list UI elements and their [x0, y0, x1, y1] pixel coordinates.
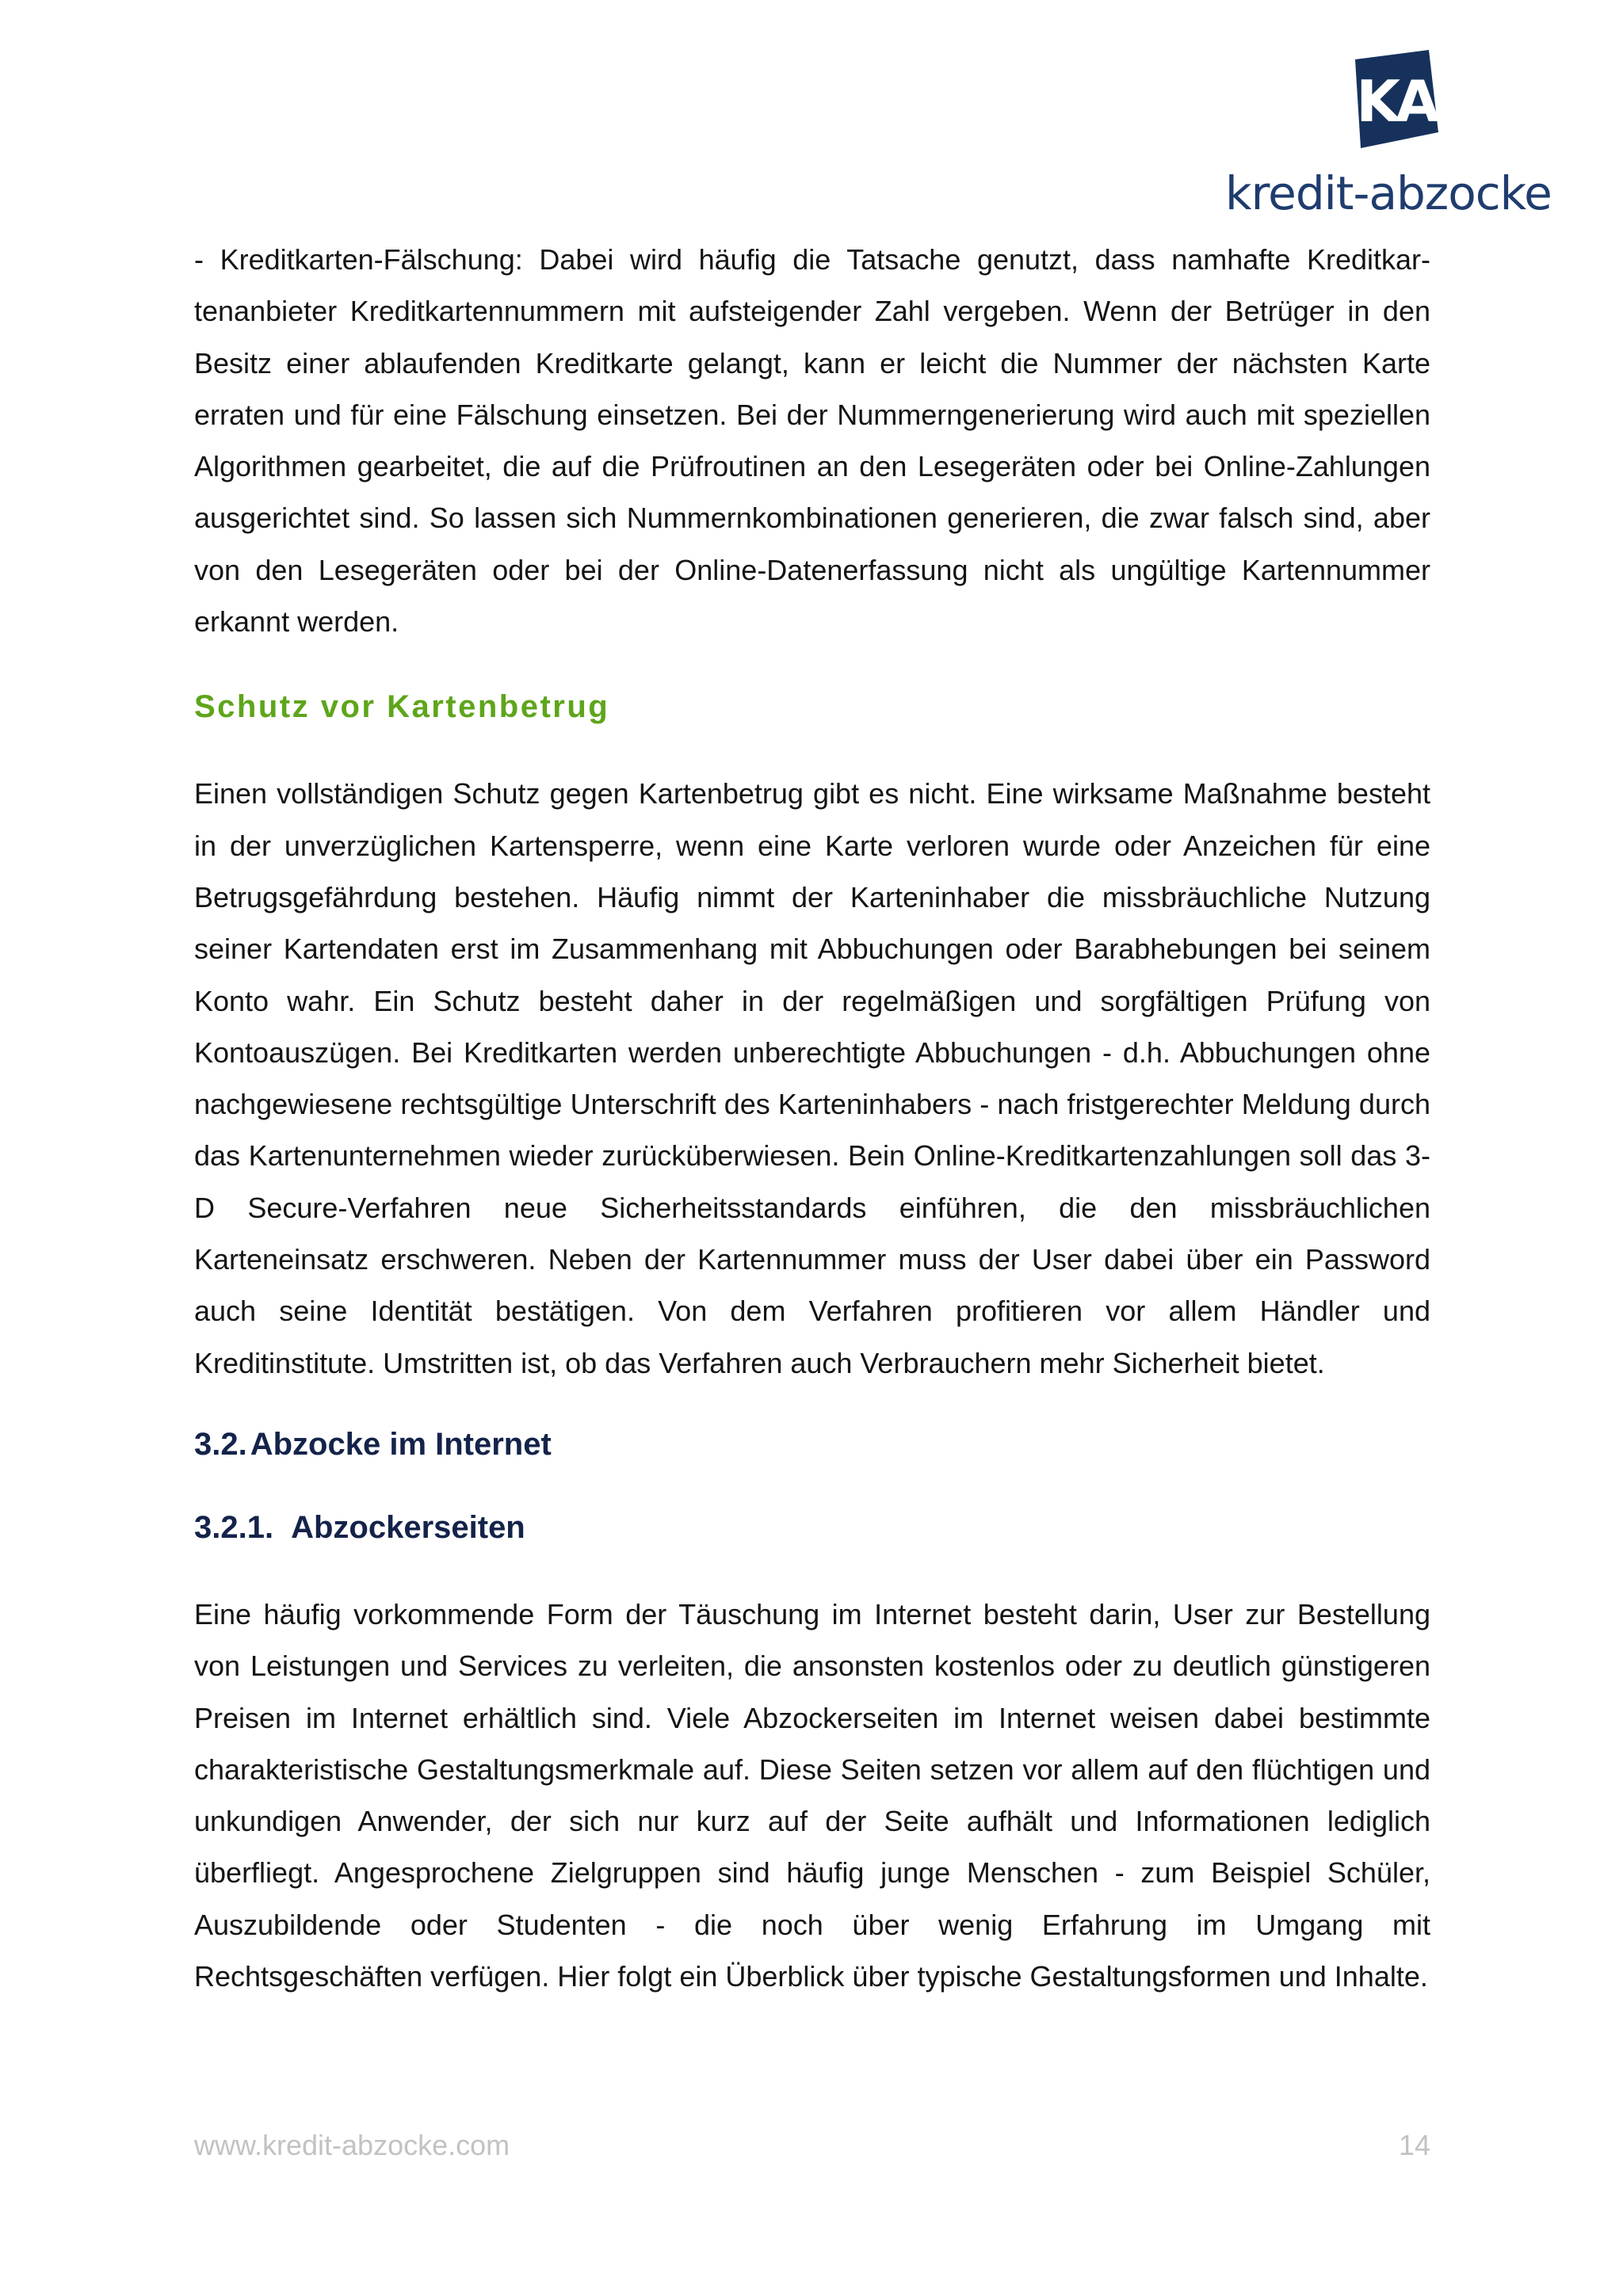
intro-paragraph: - Kreditkarten-Fälschung: Dabei wird häufig die Tatsache genutzt, dass namhafte Kreditkartenanbieter Kreditkartennummern mit aufsteigender Zahl vergeben. Wenn der Betrüger in den Besitz einer ablaufenden Kreditkarte gelangt, kann er leicht die Nummer der nächsten Karte erraten und für eine Fälschung einsetzen. Bei der Nummerngenerierung wird auch mit speziellen Algorithmen gearbeitet, die auf die Prüfroutinen an den Lesegeräten oder bei Online-Zahlungen ausgerichtet sind. So lassen sich Nummernkombinationen generieren, die zwar falsch sind, aber von den Lesegeräten oder bei der Online-Datenerfassung nicht als ungültige Kartennummer erkannt werden. [194, 243, 1430, 639]
brand-logo [1220, 44, 1553, 234]
footer-website-link[interactable]: www.kredit-abzocke.com [194, 2129, 510, 2161]
logo-wordmark: kredit-abzocke [1225, 166, 1552, 220]
heading-title: Abzockerseiten [291, 1509, 525, 1545]
heading-number: 3.2. [194, 1426, 247, 1462]
ka-logo-icon [1327, 44, 1446, 162]
protection-paragraph: Einen vollständigen Schutz gegen Kartenbetrug gibt es nicht. Eine wirksame Maßnahme besteht in der unverzüglichen Kartensperre, wenn eine Karte verloren wurde oder Anzeichen für eine Betrugsgefährdung bestehen. Häufig nimmt der Karteninhaber die missbräuchliche Nutzung seiner Kartendaten erst im Zusammenhang mit Abbuchungen oder Barabhebungen bei seinem Konto wahr. Ein Schutz besteht daher in der regelmäßigen und sorgfältigen Prüfung von Kontoauszügen. Bei Kreditkarten werden unberechtigte Abbuchungen - d.h. Abbuchungen ohne nachgewiesene rechtsgültige Unterschrift des Karteninhabers - nach fristgerechter Meldung durch das Kartenunternehmen wieder zurücküberwiesen. Bein Online-Kreditkartenzahlungen soll das 3-D Secure-Verfahren neue Sicherheitsstandards einführen, die den missbräuchlichen Karteneinsatz erschweren. Neben der Kartennummer muss der User dabei über ein Password auch seine Identität bestätigen. Von dem Verfahren profitieren vor allem Händler und Kreditinstitute. Umstritten ist, ob das Verfahren auch Verbrauchern mehr Sicherheit bietet. [194, 777, 1430, 1379]
heading-section-3-2 [194, 1421, 1430, 1468]
page-content [194, 234, 1430, 2002]
heading-title: Abzocke im Internet [250, 1426, 552, 1462]
page-number: 14 [1398, 2129, 1430, 2161]
svg-text:KA: KA [1356, 68, 1435, 135]
abzockerseiten-paragraph: Eine häufig vorkommende Form der Täuschung im Internet besteht darin, User zur Bestellung von Leistungen und Services zu verleiten, die ansonsten kostenlos oder zu deutlich günstigeren Preisen im Internet erhältlich sind. Viele Abzockerseiten im Internet weisen dabei bestimmte charakteristische Gestaltungsmerkmale auf. Diese Seiten setzen vor allem auf den flüchtigen und unkundigen Anwender, der sich nur kurz auf der Seite aufhält und Informationen lediglich überfliegt. Angesprochene Zielgruppen sind häufig junge Menschen - zum Beispiel Schüler, Auszubildende oder Studenten - die noch über wenig Erfahrung im Umgang mit Rechtsgeschäften verfügen. Hier folgt ein Überblick über typische Gestaltungsformen und Inhalte. [194, 1597, 1430, 1993]
heading-number: 3.2.1. [194, 1509, 274, 1545]
heading-section-3-2-1 [194, 1504, 1430, 1551]
heading-card-fraud-protection: Schutz vor Kartenbetrug [194, 689, 610, 725]
